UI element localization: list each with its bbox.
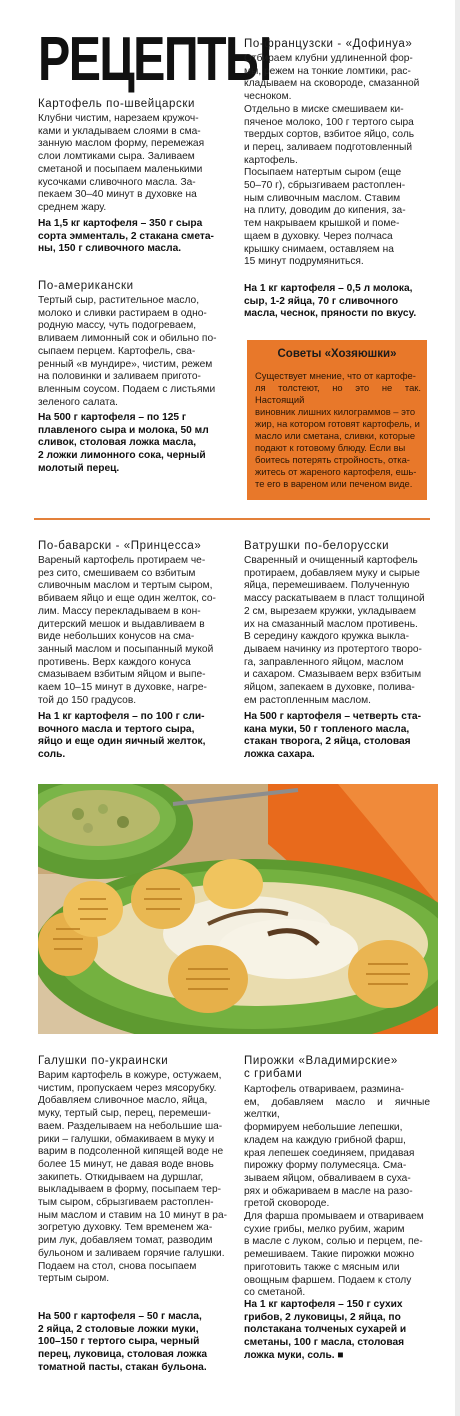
page-title: РЕЦЕПТЫ	[38, 25, 271, 94]
recipe-title-bavarian: По-баварски - «Принцесса»	[38, 540, 202, 552]
recipe-body-french: Отбираем клубни удлиненной фор- мы, режем на тонкие ломтики, рас- кладываем на сковороде, смазанной чесноком. Отдельно в миске смешиваем ки- пяченое молоко, 100 г тертого сыра твердых сортов, взбитое яйцо, соль и перец, заливаем подготовленный картофель. Посыпаем натертым сыром (еще 50–70 г), сбрызгиваем растоплен- ным сливочным маслом. Ставим на плиту, доводим до кипения, за- тем накрываем крышкой и поме- щаем в духовку. Через полчаса крышку снимаем, оставляем на 15 минут подрумяниться.	[244, 53, 420, 268]
page-edge	[455, 0, 460, 1416]
recipe-title-swiss: Картофель по-швейцарски	[38, 98, 196, 110]
section-divider	[34, 518, 430, 520]
food-photo-illustration	[38, 784, 438, 1034]
tip-box	[247, 340, 427, 500]
recipe-ingredients-vladimir: На 1 кг картофеля – 150 г сухих грибов, 2 луковицы, 2 яйца, по полстакана толченых сухарей и сметаны, 100 г масла, столовая ложка муки, соль. ■	[244, 1299, 407, 1361]
recipe-ingredients-swiss: На 1,5 кг картофеля – 350 г сыра сорта эмменталь, 2 стакана смета- ны, 150 г сливочного масла.	[38, 218, 214, 255]
tip-body: Существует мнение, что от картофе- ля толстеют, но это не так. Настоящий виновник лишних килограммов – это жир, на котором готовят картофель, и масло или сметана, сливки, которые подают к готовому блюду. Если вы боитесь потерять стройность, отка- житесь от жареного картофеля, ешь- те его в вареном или печеном виде.	[255, 370, 421, 489]
recipe-ingredients-bavarian: На 1 кг картофеля – по 100 г сли- вочного масла и тертого сыра, яйцо и еще один яичный желток, соль.	[38, 711, 206, 761]
recipe-ingredients-belarus: На 500 г картофеля – четверть ста- кана муки, 50 г топленого масла, стакан творога, 2 яйца, столовая ложка сахара.	[244, 711, 421, 761]
recipe-body-swiss: Клубни чистим, нарезаем кружоч- ками и укладываем слоями в сма- занную маслом форму, перемежая слои ломтиками сыра. Заливаем сметаной и посыпаем маленькими кусочками сливочного масла. За- пекаем 30–40 минут в духовке на среднем жару.	[38, 113, 205, 213]
tip-title: Советы «Хозяюшки»	[277, 348, 397, 360]
recipe-body-ukraine: Варим картофель в кожуре, остужаем, чистим, пропускаем через мясорубку. Добавляем сливочное масло, яйца, муку, тертый сыр, перец, перемеши- ваем. Разделываем на небольшие ша- рики – галушки, обмакиваем в муку и варим в подсоленной кипящей воде не более 15 минут, не давая воде вновь закипеть. Откидываем на дуршлаг, выкладываем в форму, посыпаем тер- тым сыром, сбрызгиваем растоплен- ным маслом и ставим на 10 минут в ра- зогретую духовку. Тем временем жа- рим лук, добавляем томат, разводим бульоном и заливаем горячие галушки. Подаем на стол, снова посыпаем тертым сыром.	[38, 1070, 228, 1285]
recipe-body-bavarian: Вареный картофель протираем че- рез сито, смешиваем со взбитым сливочным маслом и тертым сыром, вбиваем яйцо и еще один желток, со- лим. Массу перекладываем в кон- дитерский мешок и выдавливаем в виде небольших конусов на сма- занный маслом и посыпанный мукой противень. Верх каждого конуса смазываем взбитым яйцом и выпе- каем 10–15 минут в духовке, нагре- той до 150 градусов.	[38, 555, 216, 706]
recipe-ingredients-ukraine: На 500 г картофеля – 50 г масла, 2 яйца, 2 столовые ложки муки, 100–150 г тертого сыра, черный перец, луковица, столовая ложка томатной пасты, стакан бульона.	[38, 1311, 208, 1373]
recipe-title-american: По-американски	[38, 280, 134, 292]
recipe-ingredients-french: На 1 кг картофеля – 0,5 л молока, сыр, 1-2 яйца, 70 г сливочного масла, чеснок, пряности по вкусу.	[244, 283, 417, 320]
recipe-body-american: Тертый сыр, растительное масло, молоко и сливки растираем в одно- родную массу, чуть подогреваем, вливаем лимонный сок и обильно по- сыпаем перцем. Картофель, сва- ренный «в мундире», чистим, режем на половинки и заливаем пригото- вленным соусом. Подаем с листьями зеленого салата.	[38, 295, 217, 408]
recipe-ingredients-american: На 500 г картофеля – по 125 г плавленого сыра и молока, 50 мл сливок, столовая ложка масла, 2 ложки лимонного сока, черный молотый перец.	[38, 412, 209, 474]
recipe-body-belarus: Сваренный и очищенный картофель протираем, добавляем муку и сырые яйца, перемешиваем. Полученную массу раскатываем в пласт толщиной 2 см, вырезаем кружки, укладываем их на смазанный маслом противень. В середину каждого кружка выкла- дываем начинку из протертого творо- га, заправленного яйцом, маслом и сахаром. Смазываем верх взбитым яйцом, запекаем в духовке, полива- ем растопленным маслом.	[244, 555, 425, 706]
recipe-title-ukraine: Галушки по-украински	[38, 1055, 169, 1067]
recipe-body-vladimir: Картофель отвариваем, размина- ем, добавляем масло и яичные желтки, формируем небольшие лепешки, кладем на каждую грибной фарш, края лепешек соединяем, придавая пирожку форму полумесяца. Сма- зываем яйцом, обваливаем в суха- рях и обжариваем в масле на разо- гретой сковороде. Для фарша промываем и отвариваем сухие грибы, мелко рубим, жарим в масле с луком, солью и перцем, пе- ремешиваем. Такие пирожки можно приготовить также с мясным или овощным фаршем. Подаем к столу со сметаной.	[244, 1084, 430, 1299]
recipe-title-belarus: Ватрушки по-белорусски	[244, 540, 390, 552]
food-photo	[38, 784, 438, 1034]
recipe-title-french: По-французски - «Дофинуа»	[244, 38, 413, 50]
recipe-title-vladimir: Пирожки «Владимирские» с грибами	[244, 1055, 398, 1080]
